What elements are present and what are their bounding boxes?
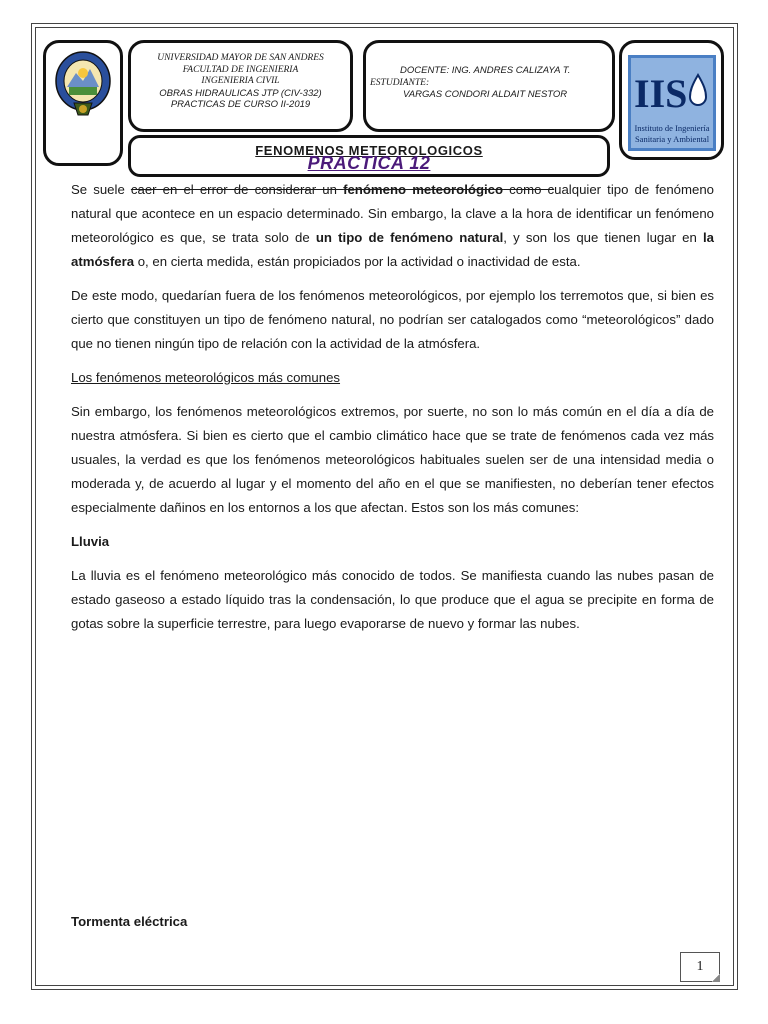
student-name: VARGAS CONDORI ALDAIT NESTOR xyxy=(403,89,568,100)
paragraph-comunes: Sin embargo, los fenómenos meteorológicos extremos, por suerte, no son lo más común en el día a día de nuestra atmósfera. Si bien es cierto que el cambio climático hace que se trate de fenómenos cada vez más usuales, la verdad es que los fenómenos meteorológicos habituales suelen ser de una intensidad media o moderada y, de acuerdo al lugar y el momento del año en el que se manifiesten, no deberían tener efectos especialmente dañinos en los entornos a los que afectan. Estos son los más comunes: xyxy=(71,404,714,515)
text-run: ualquier tipo de fenómeno natural que acontece en un espacio determinado. Sin embargo, la clave a la hora de identificar un fenómeno meteorológico es que, se trata solo de xyxy=(71,182,714,245)
text-run: Se suele xyxy=(71,182,131,197)
page-number: 1 xyxy=(680,952,720,982)
university-info xyxy=(131,53,350,111)
career-name: INGENIERIA CIVIL xyxy=(201,76,280,86)
practice-term: PRACTICAS DE CURSO II-2019 xyxy=(170,99,311,110)
docente-info xyxy=(366,65,612,101)
paragraph-lluvia: La lluvia es el fenómeno meteorológico más conocido de todos. Se manifiesta cuando las nubes pasan de estado gaseoso a estado líquido tras la condensación, lo que produce que el agua se precipite en forma de gotas sobre la superficie terrestre, para luego evaporarse de nuevo y formar las nubes. xyxy=(71,568,714,631)
heading-lluvia: Lluvia xyxy=(71,534,110,549)
iis-logo-box xyxy=(619,40,724,160)
bold-text: la atmósfera xyxy=(71,230,714,269)
heading-tormenta: Tormenta eléctrica xyxy=(71,914,188,929)
course-name: OBRAS HIDRAULICAS JTP (CIV-332) xyxy=(159,87,322,99)
document-body xyxy=(71,178,714,646)
subheading-comunes: Los fenómenos meteorológicos más comunes xyxy=(71,370,341,385)
university-info-box xyxy=(128,40,353,132)
paragraph-terremotos: De este modo, quedarían fuera de los fenómenos meteorológicos, por ejemplo los terremotos que, si bien es cierto que constituyen un tipo de fenómeno natural, no podrían ser catalogados como “meteorológicos” dado que no tienen ningún tipo de relación con la actividad de la atmósfera. xyxy=(71,288,714,351)
strike-text: caer en el error de considerar un xyxy=(130,182,344,197)
text-run: o, en cierta medida, están propiciados por la actividad o inactividad de esta. xyxy=(134,254,581,269)
iis-logo xyxy=(628,55,716,151)
university-seal-logo xyxy=(52,51,114,121)
document-title: FENOMENOS METEOROLOGICOS xyxy=(255,143,483,158)
title-box xyxy=(128,135,610,177)
docente-line: DOCENTE: ING. ANDRES CALIZAYA T. xyxy=(400,65,571,76)
faculty-name: FACULTAD DE INGENIERIA xyxy=(182,64,299,75)
paragraph-intro xyxy=(71,178,714,274)
bold-text: un tipo de fenómeno natural xyxy=(315,230,504,245)
svg-text:Sanitaria y Ambiental: Sanitaria y Ambiental xyxy=(634,134,710,144)
practice-number: PRACTICA 12 xyxy=(307,153,431,173)
text-run: , y son los que tienen lugar en xyxy=(503,230,703,245)
strike-bold-text: fenómeno meteorológico xyxy=(343,182,504,197)
student-label: ESTUDIANTE: xyxy=(370,78,430,88)
university-logo-box xyxy=(43,40,123,166)
university-name: UNIVERSIDAD MAYOR DE SAN ANDRES xyxy=(157,53,324,63)
svg-text:Instituto de Ingeniería: Instituto de Ingeniería xyxy=(634,123,710,133)
docente-info-box xyxy=(363,40,615,132)
strike-text: como c xyxy=(503,182,555,197)
svg-text:IIS: IIS xyxy=(634,71,688,116)
